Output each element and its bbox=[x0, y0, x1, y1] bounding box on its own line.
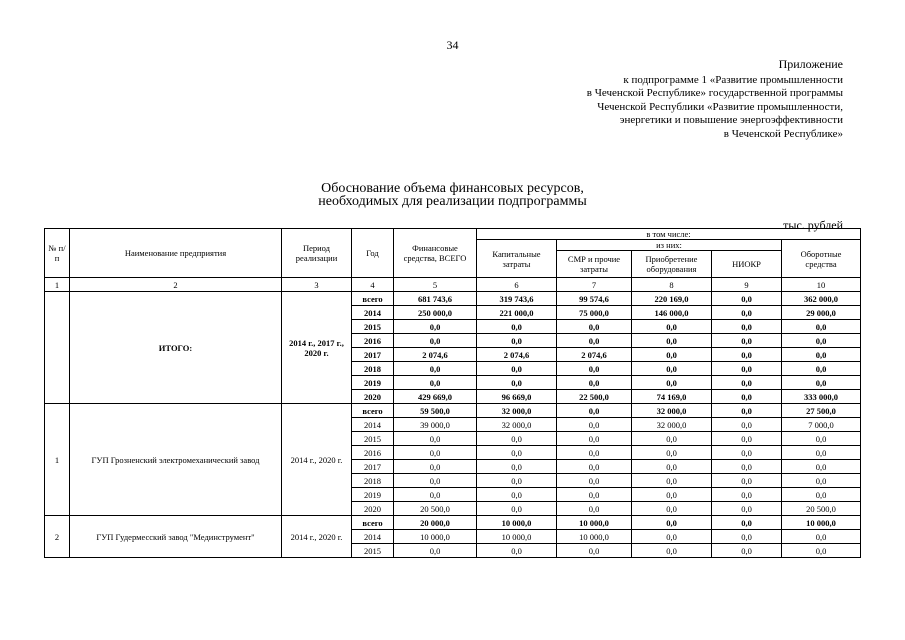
cell-working: 7 000,0 bbox=[782, 418, 861, 432]
cell-capital: 0,0 bbox=[477, 446, 557, 460]
cell-equipment: 0,0 bbox=[632, 376, 712, 390]
cell-capital: 10 000,0 bbox=[477, 530, 557, 544]
cell-working: 0,0 bbox=[782, 488, 861, 502]
cell-working: 362 000,0 bbox=[782, 292, 861, 306]
cell-year: 2019 bbox=[352, 376, 394, 390]
page-number: 34 bbox=[446, 38, 459, 52]
cell-working: 10 000,0 bbox=[782, 516, 861, 530]
header-equipment: Приобретение оборудования bbox=[632, 251, 712, 278]
column-number: 8 bbox=[632, 278, 712, 292]
header-of-which: из них: bbox=[557, 240, 782, 251]
cell-total: 250 000,0 bbox=[394, 306, 477, 320]
cell-smr: 0,0 bbox=[557, 544, 632, 558]
cell-working: 333 000,0 bbox=[782, 390, 861, 404]
cell-working: 0,0 bbox=[782, 544, 861, 558]
cell-year: 2014 bbox=[352, 306, 394, 320]
cell-capital: 2 074,6 bbox=[477, 348, 557, 362]
cell-niokr: 0,0 bbox=[712, 474, 782, 488]
cell-niokr: 0,0 bbox=[712, 292, 782, 306]
cell-year: 2015 bbox=[352, 544, 394, 558]
header-name: Наименование предприятия bbox=[70, 229, 282, 278]
header-smr: СМР и прочие затраты bbox=[557, 251, 632, 278]
cell-working: 0,0 bbox=[782, 320, 861, 334]
cell-capital: 10 000,0 bbox=[477, 516, 557, 530]
financing-table bbox=[44, 228, 861, 558]
cell-year: 2017 bbox=[352, 348, 394, 362]
cell-equipment: 0,0 bbox=[632, 460, 712, 474]
cell-total: 20 500,0 bbox=[394, 502, 477, 516]
appendix-header bbox=[587, 58, 843, 141]
cell-capital: 0,0 bbox=[477, 460, 557, 474]
cell-equipment: 220 169,0 bbox=[632, 292, 712, 306]
column-number: 10 bbox=[782, 278, 861, 292]
header-total: Финансовые средства, ВСЕГО bbox=[394, 229, 477, 278]
cell-equipment: 32 000,0 bbox=[632, 404, 712, 418]
cell-equipment: 0,0 bbox=[632, 432, 712, 446]
cell-equipment: 0,0 bbox=[632, 446, 712, 460]
column-numbers-row bbox=[45, 278, 861, 292]
cell-niokr: 0,0 bbox=[712, 362, 782, 376]
header-capital: Капитальные затраты bbox=[477, 240, 557, 278]
cell-working: 0,0 bbox=[782, 460, 861, 474]
cell-capital: 32 000,0 bbox=[477, 418, 557, 432]
cell-smr: 2 074,6 bbox=[557, 348, 632, 362]
cell-niokr: 0,0 bbox=[712, 348, 782, 362]
table-row bbox=[45, 516, 861, 530]
cell-niokr: 0,0 bbox=[712, 502, 782, 516]
cell-working: 29 000,0 bbox=[782, 306, 861, 320]
cell-total: 0,0 bbox=[394, 334, 477, 348]
cell-smr: 10 000,0 bbox=[557, 516, 632, 530]
cell-smr: 0,0 bbox=[557, 320, 632, 334]
cell-total: 0,0 bbox=[394, 320, 477, 334]
cell-capital: 0,0 bbox=[477, 488, 557, 502]
enterprise-name: ИТОГО: bbox=[70, 292, 282, 404]
cell-niokr: 0,0 bbox=[712, 488, 782, 502]
cell-equipment: 0,0 bbox=[632, 488, 712, 502]
cell-capital: 319 743,6 bbox=[477, 292, 557, 306]
cell-total: 681 743,6 bbox=[394, 292, 477, 306]
cell-capital: 0,0 bbox=[477, 544, 557, 558]
cell-smr: 22 500,0 bbox=[557, 390, 632, 404]
cell-equipment: 0,0 bbox=[632, 544, 712, 558]
cell-capital: 0,0 bbox=[477, 432, 557, 446]
cell-niokr: 0,0 bbox=[712, 376, 782, 390]
cell-smr: 0,0 bbox=[557, 446, 632, 460]
row-number: 2 bbox=[45, 516, 70, 558]
cell-equipment: 0,0 bbox=[632, 348, 712, 362]
cell-total: 0,0 bbox=[394, 432, 477, 446]
cell-total: 429 669,0 bbox=[394, 390, 477, 404]
table-body bbox=[45, 292, 861, 558]
cell-smr: 0,0 bbox=[557, 502, 632, 516]
cell-capital: 0,0 bbox=[477, 376, 557, 390]
implementation-period: 2014 г., 2017 г., 2020 г. bbox=[282, 292, 352, 404]
header-year: Год bbox=[352, 229, 394, 278]
cell-year: 2016 bbox=[352, 446, 394, 460]
cell-smr: 0,0 bbox=[557, 460, 632, 474]
cell-equipment: 0,0 bbox=[632, 362, 712, 376]
cell-total: 0,0 bbox=[394, 488, 477, 502]
column-number: 6 bbox=[477, 278, 557, 292]
cell-total: 0,0 bbox=[394, 446, 477, 460]
cell-working: 27 500,0 bbox=[782, 404, 861, 418]
cell-equipment: 32 000,0 bbox=[632, 418, 712, 432]
cell-total: 0,0 bbox=[394, 460, 477, 474]
cell-year: 2015 bbox=[352, 320, 394, 334]
cell-total: 39 000,0 bbox=[394, 418, 477, 432]
cell-total: 2 074,6 bbox=[394, 348, 477, 362]
column-number: 2 bbox=[70, 278, 282, 292]
cell-capital: 0,0 bbox=[477, 362, 557, 376]
enterprise-name: ГУП Грозненский электромеханический завод bbox=[70, 404, 282, 516]
cell-equipment: 0,0 bbox=[632, 502, 712, 516]
units-label: тыс. рублей bbox=[783, 218, 843, 232]
cell-year: 2020 bbox=[352, 390, 394, 404]
cell-niokr: 0,0 bbox=[712, 418, 782, 432]
table-row bbox=[45, 292, 861, 306]
header-working: Оборотные средства bbox=[782, 240, 861, 278]
cell-year: 2014 bbox=[352, 418, 394, 432]
header-period: Период реализации bbox=[282, 229, 352, 278]
cell-working: 0,0 bbox=[782, 362, 861, 376]
cell-niokr: 0,0 bbox=[712, 544, 782, 558]
header-num: № п/п bbox=[45, 229, 70, 278]
header-including: в том числе: bbox=[477, 229, 861, 240]
cell-total: 0,0 bbox=[394, 544, 477, 558]
cell-working: 0,0 bbox=[782, 348, 861, 362]
document-title-line: необходимых для реализации подпрограммы bbox=[318, 194, 587, 209]
cell-equipment: 0,0 bbox=[632, 516, 712, 530]
cell-smr: 0,0 bbox=[557, 376, 632, 390]
column-number: 7 bbox=[557, 278, 632, 292]
cell-working: 0,0 bbox=[782, 474, 861, 488]
cell-year: 2018 bbox=[352, 474, 394, 488]
cell-capital: 96 669,0 bbox=[477, 390, 557, 404]
cell-niokr: 0,0 bbox=[712, 390, 782, 404]
cell-year: всего bbox=[352, 292, 394, 306]
cell-total: 0,0 bbox=[394, 376, 477, 390]
document-title-line: Обоснование объема финансовых ресурсов, bbox=[321, 181, 584, 196]
cell-niokr: 0,0 bbox=[712, 404, 782, 418]
cell-total: 0,0 bbox=[394, 362, 477, 376]
column-number: 5 bbox=[394, 278, 477, 292]
document-title bbox=[0, 182, 905, 208]
cell-equipment: 0,0 bbox=[632, 474, 712, 488]
cell-total: 20 000,0 bbox=[394, 516, 477, 530]
cell-capital: 221 000,0 bbox=[477, 306, 557, 320]
cell-year: всего bbox=[352, 404, 394, 418]
column-number: 9 bbox=[712, 278, 782, 292]
column-number: 4 bbox=[352, 278, 394, 292]
cell-smr: 0,0 bbox=[557, 474, 632, 488]
appendix-line: в Чеченской Республике» bbox=[723, 127, 843, 140]
cell-year: 2014 bbox=[352, 530, 394, 544]
appendix-title: Приложение bbox=[778, 57, 843, 71]
cell-capital: 0,0 bbox=[477, 334, 557, 348]
cell-niokr: 0,0 bbox=[712, 446, 782, 460]
cell-year: 2019 bbox=[352, 488, 394, 502]
appendix-line: Чеченской Республики «Развитие промышленности, bbox=[597, 100, 843, 113]
cell-year: 2018 bbox=[352, 362, 394, 376]
cell-capital: 0,0 bbox=[477, 502, 557, 516]
cell-working: 0,0 bbox=[782, 530, 861, 544]
implementation-period: 2014 г., 2020 г. bbox=[282, 516, 352, 558]
cell-smr: 0,0 bbox=[557, 362, 632, 376]
column-number: 3 bbox=[282, 278, 352, 292]
cell-smr: 75 000,0 bbox=[557, 306, 632, 320]
appendix-line: в Чеченской Республике» государственной программы bbox=[586, 87, 843, 99]
cell-year: 2016 bbox=[352, 334, 394, 348]
cell-equipment: 0,0 bbox=[632, 530, 712, 544]
row-number: 1 bbox=[45, 404, 70, 516]
cell-equipment: 0,0 bbox=[632, 320, 712, 334]
cell-year: 2015 bbox=[352, 432, 394, 446]
cell-niokr: 0,0 bbox=[712, 516, 782, 530]
cell-total: 10 000,0 bbox=[394, 530, 477, 544]
cell-working: 0,0 bbox=[782, 432, 861, 446]
table-row bbox=[45, 404, 861, 418]
cell-smr: 10 000,0 bbox=[557, 530, 632, 544]
cell-equipment: 74 169,0 bbox=[632, 390, 712, 404]
enterprise-name: ГУП Гудермесский завод "Мединструмент" bbox=[70, 516, 282, 558]
cell-smr: 0,0 bbox=[557, 404, 632, 418]
implementation-period: 2014 г., 2020 г. bbox=[282, 404, 352, 516]
column-number: 1 bbox=[45, 278, 70, 292]
cell-equipment: 146 000,0 bbox=[632, 306, 712, 320]
appendix-line: энергетики и повышение энергоэффективности bbox=[619, 114, 843, 126]
cell-working: 0,0 bbox=[782, 376, 861, 390]
appendix-line: к подпрограмме 1 «Развитие промышленности bbox=[623, 73, 843, 86]
cell-capital: 0,0 bbox=[477, 320, 557, 334]
cell-niokr: 0,0 bbox=[712, 334, 782, 348]
cell-niokr: 0,0 bbox=[712, 306, 782, 320]
cell-equipment: 0,0 bbox=[632, 334, 712, 348]
cell-year: 2020 bbox=[352, 502, 394, 516]
cell-working: 0,0 bbox=[782, 334, 861, 348]
cell-smr: 0,0 bbox=[557, 488, 632, 502]
header-niokr: НИОКР bbox=[712, 251, 782, 278]
cell-total: 0,0 bbox=[394, 474, 477, 488]
cell-capital: 0,0 bbox=[477, 474, 557, 488]
cell-niokr: 0,0 bbox=[712, 530, 782, 544]
table-header bbox=[45, 229, 861, 292]
row-number bbox=[45, 292, 70, 404]
cell-total: 59 500,0 bbox=[394, 404, 477, 418]
cell-working: 0,0 bbox=[782, 446, 861, 460]
cell-working: 20 500,0 bbox=[782, 502, 861, 516]
cell-niokr: 0,0 bbox=[712, 460, 782, 474]
cell-smr: 99 574,6 bbox=[557, 292, 632, 306]
cell-smr: 0,0 bbox=[557, 418, 632, 432]
cell-year: 2017 bbox=[352, 460, 394, 474]
cell-smr: 0,0 bbox=[557, 334, 632, 348]
cell-smr: 0,0 bbox=[557, 432, 632, 446]
cell-niokr: 0,0 bbox=[712, 320, 782, 334]
cell-niokr: 0,0 bbox=[712, 432, 782, 446]
cell-capital: 32 000,0 bbox=[477, 404, 557, 418]
cell-year: всего bbox=[352, 516, 394, 530]
